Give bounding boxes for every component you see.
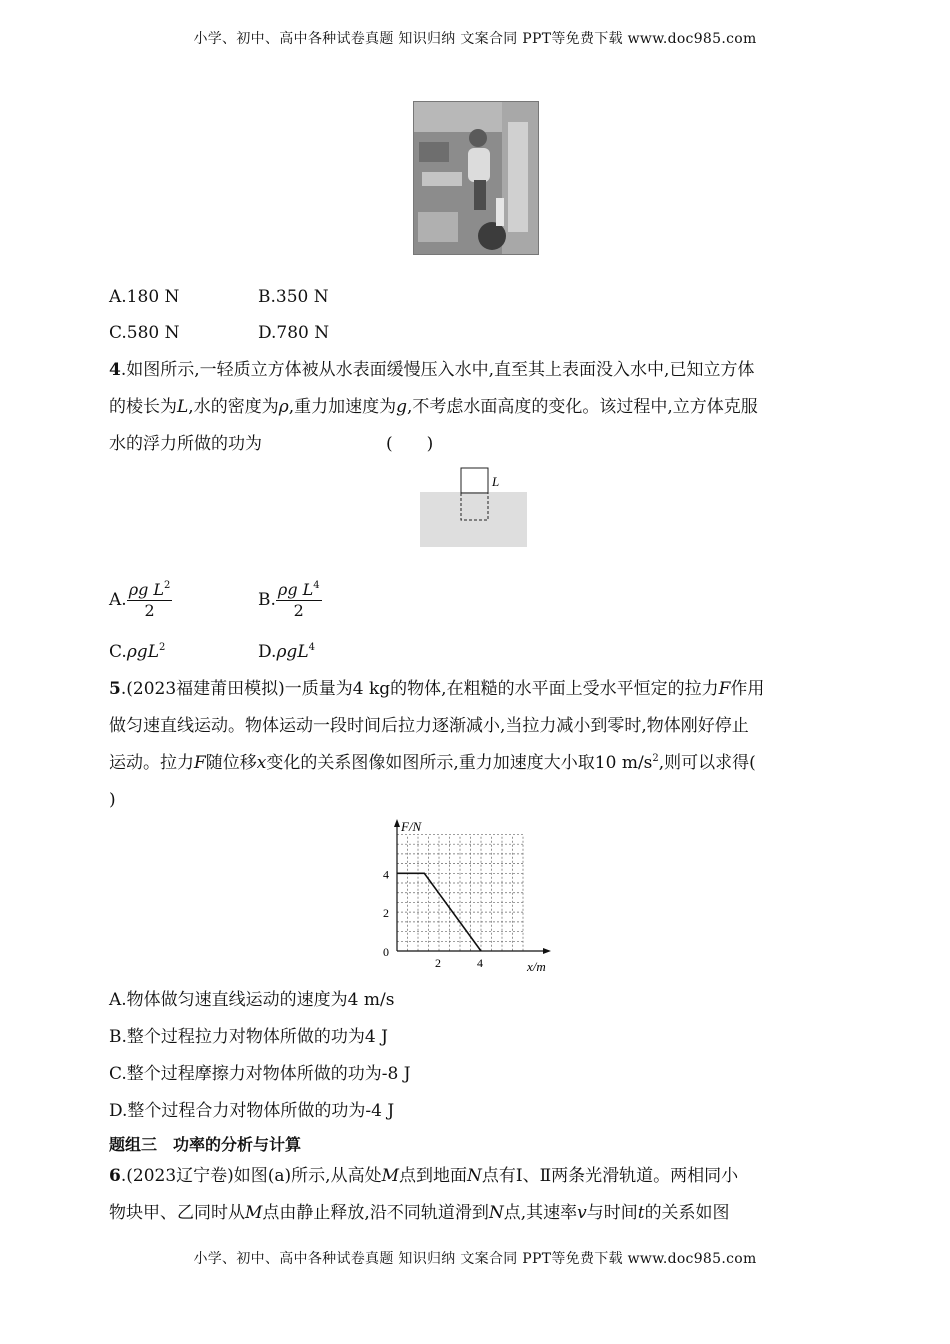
- y-axis-label: F/N: [401, 819, 422, 834]
- x-tick-label: 2: [435, 956, 441, 970]
- page-header: 小学、初中、高中各种试卷真题 知识归纳 文案合同 PPT等免费下载 www.doc985.com: [193, 31, 757, 47]
- q5-option-c: C.整个过程摩擦力对物体所做的功为-8 J: [109, 1064, 411, 1084]
- question-5-text: 5.(2023福建莆田模拟)一质量为4 kg的物体,在粗糙的水平面上受水平恒定的拉力F作用 做匀速直线运动。物体运动一段时间后拉力逐渐减小,当拉力减小到零时,物体刚好停止 运动。拉力F随位移x变化的关系图像如图所示,重力加速度大小取10 $m/s^2$,则可以求得( ): [109, 679, 765, 810]
- answer-bracket: ( ): [386, 434, 434, 454]
- q4-option-c: C.ρgL$^2$: [109, 642, 166, 662]
- q4-number: 4: [109, 360, 121, 380]
- q4-option-d: D.ρgL$^4$: [258, 642, 315, 662]
- astronaut-cycling-photo-icon: [413, 101, 539, 255]
- cube-above-water: [461, 468, 488, 493]
- q3-option-c: C.580 N: [109, 323, 180, 343]
- q5-option-d: D.整个过程合力对物体所做的功为-4 J: [109, 1101, 395, 1121]
- y-tick-label: 4: [383, 867, 389, 882]
- q3-option-a: A.180 N: [109, 287, 180, 307]
- question-4-text: 4.如图所示,一轻质立方体被从水表面缓慢压入水中,直至其上表面没入水中,已知立方体 的棱长为L,水的密度为ρ,重力加速度为g,不考虑水面高度的变化。该过程中,立方体克服 水的浮力所做的功为 ( ): [109, 360, 758, 454]
- q3-option-d: D.780 N: [258, 323, 330, 343]
- q5-option-b: B.整个过程拉力对物体所做的功为4 J: [109, 1027, 388, 1047]
- x-axis-arrow: [543, 948, 551, 954]
- question-6-text: 6.(2023辽宁卷)如图(a)所示,从高处M点到地面N点有Ⅰ、Ⅱ两条光滑轨道。两相同小 物块甲、乙同时从M点由静止释放,沿不同轨道滑到N点,其速率v与时间t的关系如图: [109, 1166, 739, 1223]
- x-axis-label: x/m: [527, 959, 546, 974]
- force-displacement-chart: [370, 815, 580, 975]
- q6-number: 6: [109, 1166, 121, 1186]
- y-tick-label: 2: [383, 906, 389, 921]
- q4-option-b: B. $\frac{\rho g L^4}{2}$: [258, 580, 320, 620]
- cube-water-figure: [420, 465, 530, 550]
- cube-edge-label: L: [492, 474, 500, 489]
- q5-number: 5: [109, 679, 121, 699]
- q5-option-a: A.物体做匀速直线运动的速度为4 m/s: [109, 990, 395, 1010]
- water-area: [420, 492, 527, 547]
- section-heading: 题组三 功率的分析与计算: [109, 1135, 302, 1154]
- y-tick-label: 0: [383, 945, 389, 959]
- q4-option-a: A. $\frac{\rho g L^2}{2}$: [109, 580, 171, 620]
- y-axis-arrow: [394, 819, 400, 827]
- page-footer: 小学、初中、高中各种试卷真题 知识归纳 文案合同 PPT等免费下载 www.doc985.com: [193, 1251, 757, 1267]
- q3-option-b: B.350 N: [258, 287, 329, 307]
- x-tick-label: 4: [477, 956, 483, 970]
